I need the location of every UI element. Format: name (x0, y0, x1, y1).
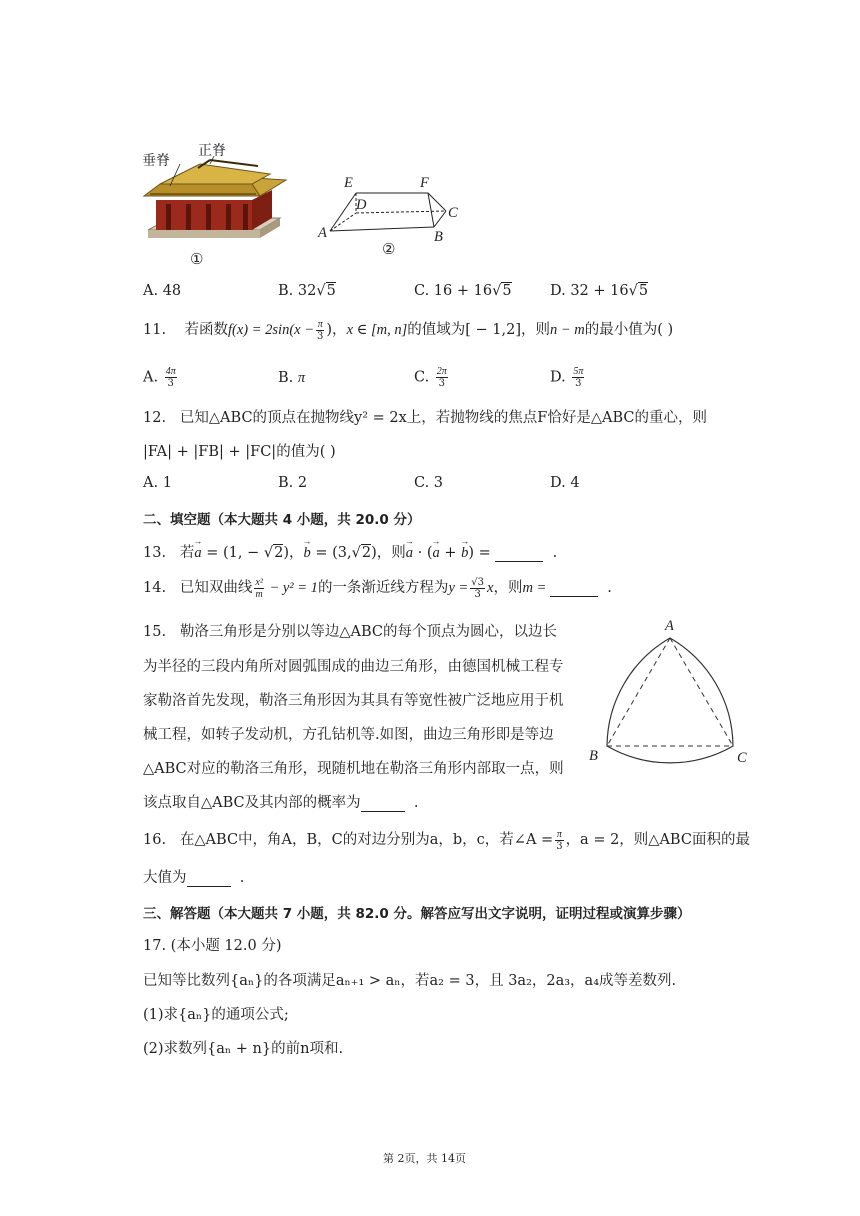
point-D: D (356, 197, 367, 213)
q13-answer-blank (495, 545, 543, 562)
point-F: F (420, 175, 429, 191)
section-3-heading: 三、解答题（本大题共 7 小题，共 82.0 分。解答应写出文字说明，证明过程或演算步骤） (143, 906, 691, 922)
q10-option-c: C. 16 + 16√5 (414, 283, 512, 299)
q16-line1: 16. 在△ABC中，角A，B，C的对边分别为a，b，c，若∠A = $\frac{\pi}{3}$ ，a = 2，则△ABC面积的最 (143, 828, 750, 852)
q12-option-b: B. 2 (278, 475, 308, 491)
reuleaux-figure (585, 618, 755, 773)
q12-stem-line2: |FA| + |FB| + |FC|的值为( ) (143, 444, 336, 460)
q17-line3: (2)求数列{aₙ + n}的前n项和. (143, 1041, 344, 1057)
reuleaux-label-C: C (737, 750, 747, 766)
q15-line5: △ABC对应的勒洛三角形，现随机地在勒洛三角形内部取一点，则 (143, 761, 564, 777)
q12-stem-line1: 12. 已知△ABC的顶点在抛物线y² = 2x上，若抛物线的焦点F恰好是△ABC的重心，则 (143, 410, 708, 426)
q15-line3: 家勒洛首先发现，勒洛三角形因为其具有等宽性被广泛地应用于机 (143, 693, 564, 709)
q11-option-c: C. $\frac{2\pi}{3}$ (414, 366, 447, 389)
q17-line2: (1)求{aₙ}的通项公式; (143, 1007, 289, 1023)
q17-heading: 17. (本小题 12.0 分) (143, 938, 282, 954)
q16-answer-blank (187, 870, 231, 887)
reuleaux-label-A: A (665, 618, 674, 634)
reuleaux-label-B: B (589, 748, 598, 764)
page-footer: 第 2页，共 14页 (383, 1152, 466, 1165)
label-chuiji: 垂脊 (142, 153, 170, 169)
label-zhengji: 正脊 (198, 143, 226, 159)
point-C: C (448, 205, 458, 221)
section-2-heading: 二、填空题（本大题共 4 小题，共 20.0 分） (143, 512, 421, 528)
q14-stem: 14. 已知双曲线 $\frac{\text{x²}}{m}$ − y² = 1的一条渐近线方程为y = $\frac{√3}{3}$ x，则m = . (143, 576, 612, 600)
figure-2-caption: ② (382, 240, 396, 258)
q11-option-d: D. $\frac{5\pi}{3}$ (550, 366, 584, 389)
q10-option-a: A. 48 (143, 283, 182, 299)
q10-option-d: D. 32 + 16√5 (550, 283, 649, 299)
q15-answer-blank (361, 795, 405, 812)
q15-line2: 为半径的三段内角所对圆弧围成的曲边三角形，由德国机械工程专 (143, 659, 564, 675)
figure-1-temple (140, 138, 290, 268)
point-A: A (318, 225, 327, 241)
reuleaux-triangle (585, 618, 755, 773)
q11-option-b: B. π (278, 370, 306, 386)
q17-line1: 已知等比数列{aₙ}的各项满足aₙ₊₁ > aₙ，若a₂ = 3，且 3a₂，2a₃，a₄成等差数列. (143, 973, 677, 989)
figure-1-caption: ① (190, 250, 204, 268)
q12-option-d: D. 4 (550, 475, 580, 491)
q11-option-a: A. $\frac{4\pi}{3}$ (143, 366, 176, 389)
point-E: E (344, 175, 353, 191)
q15-line1: 15. 勒洛三角形是分别以等边△ABC的每个顶点为圆心，以边长 (143, 624, 558, 640)
figure-2-geometry (318, 175, 468, 245)
geometry-diagram (318, 175, 468, 245)
q11-stem: 11. 若函数f(x) = 2sin(x − $\frac{\pi}{3}$ )，x ∈ [m, n]的值域为[ − 1,2]，则n − m的最小值为( ) (143, 318, 674, 342)
q15-line6: 该点取自△ABC及其内部的概率为 . (143, 795, 419, 811)
point-B: B (434, 229, 443, 245)
q12-option-c: C. 3 (414, 475, 444, 491)
q16-line2: 大值为 . (143, 870, 245, 886)
q15-line4: 械工程，如转子发动机，方孔钻机等.如图，曲边三角形即是等边 (143, 727, 554, 743)
q12-option-a: A. 1 (143, 475, 172, 491)
q10-option-b: B. 32√5 (278, 283, 336, 299)
q13-stem: 13. 若→ a = (1, − √2)，→ b = (3,√2)，则→ a · (→ a + → b) = . (143, 541, 557, 562)
q14-answer-blank (550, 580, 598, 597)
